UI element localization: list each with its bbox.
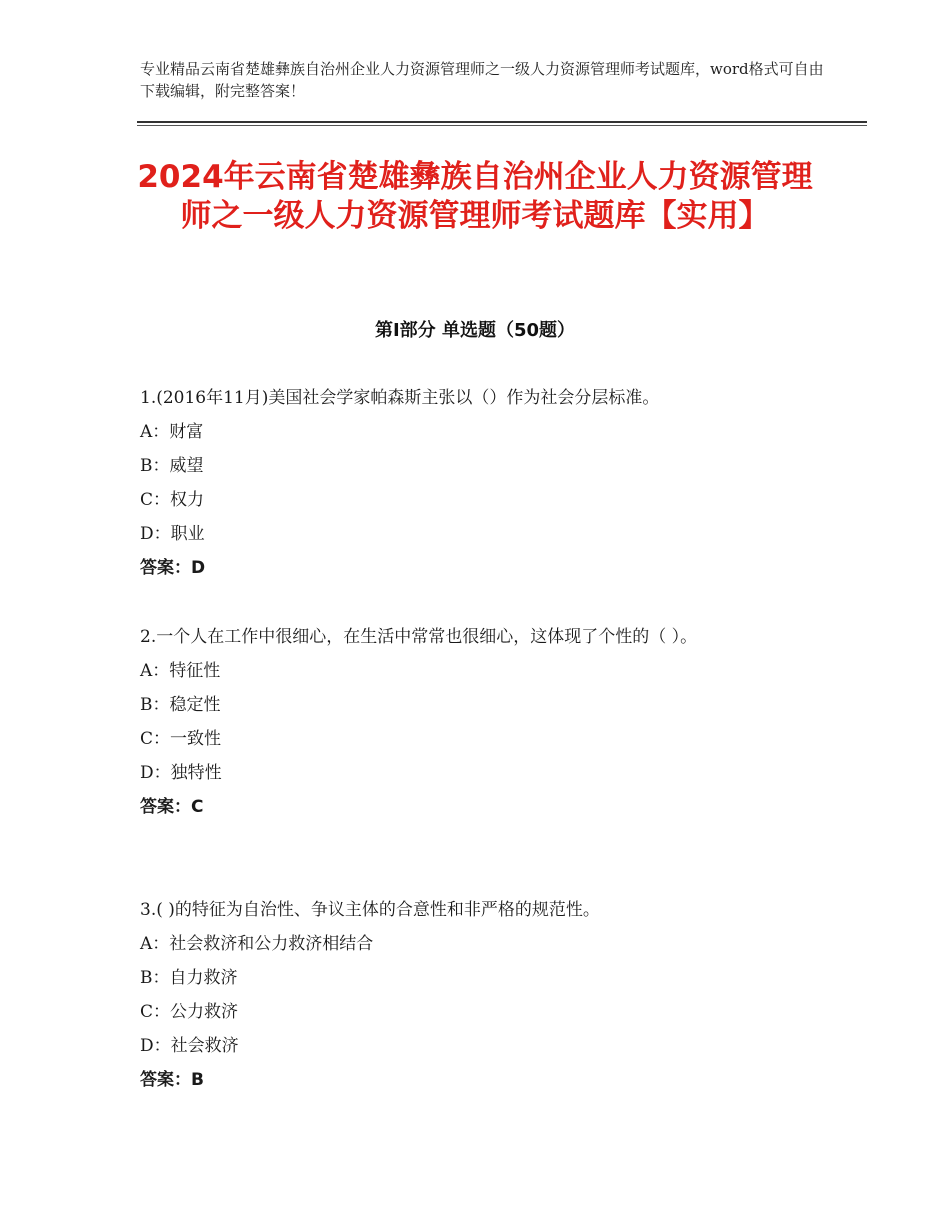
option-b: B：威望 xyxy=(140,456,204,476)
question-1 xyxy=(140,381,830,585)
option-a: A：特征性 xyxy=(140,661,221,681)
answer: 答案：D xyxy=(140,558,206,578)
answer: 答案：B xyxy=(140,1070,204,1090)
question-3 xyxy=(140,893,830,1097)
section-title: 第Ⅰ部分 单选题（50题） xyxy=(374,320,575,341)
header-rule-thick xyxy=(137,121,867,123)
question-stem: 3.( )的特征为自治性、争议主体的合意性和非严格的规范性。 xyxy=(140,900,600,920)
header-rule-thin xyxy=(137,125,867,126)
question-2 xyxy=(140,620,830,824)
document-title: 2024年云南省楚雄彝族自治州企业人力资源管理师之一级人力资源管理师考试题库【实用】 xyxy=(137,159,813,234)
option-a: A：社会救济和公力救济相结合 xyxy=(140,934,374,954)
option-b: B：自力救济 xyxy=(140,968,238,988)
answer: 答案：C xyxy=(140,797,204,817)
option-c: C：一致性 xyxy=(140,729,222,749)
option-b: B：稳定性 xyxy=(140,695,221,715)
option-d: D：社会救济 xyxy=(140,1036,239,1056)
option-c: C：公力救济 xyxy=(140,1002,239,1022)
header-note: 专业精品云南省楚雄彝族自治州企业人力资源管理师之一级人力资源管理师考试题库，word格式可自由下载编辑，附完整答案！ xyxy=(140,60,824,100)
option-a: A：财富 xyxy=(140,422,204,442)
option-d: D：独特性 xyxy=(140,763,222,783)
option-c: C：权力 xyxy=(140,490,205,510)
option-d: D：职业 xyxy=(140,524,205,544)
question-stem: 2.一个人在工作中很细心，在生活中常常也很细心，这体现了个性的（ ）。 xyxy=(140,627,698,647)
question-stem: 1.(2016年11月)美国社会学家帕森斯主张以（）作为社会分层标准。 xyxy=(140,388,660,408)
